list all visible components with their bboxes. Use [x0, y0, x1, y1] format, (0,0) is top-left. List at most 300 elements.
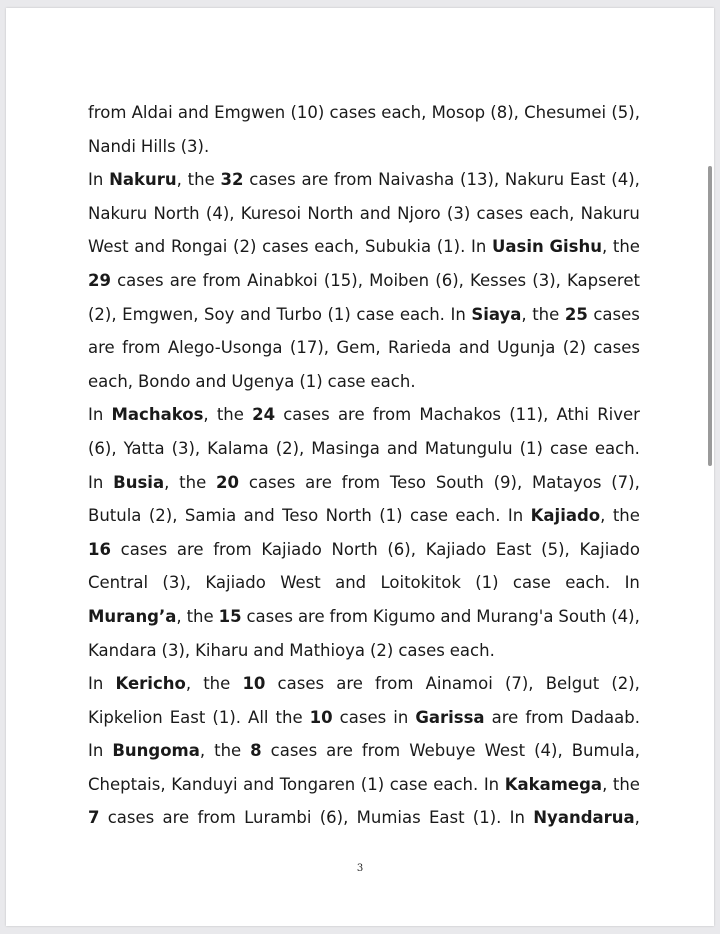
word-text: and — [243, 774, 275, 794]
word — [432, 96, 486, 130]
bold-word: Garissa — [415, 707, 485, 727]
word-text: from — [341, 472, 381, 492]
word-text: each. — [594, 438, 640, 458]
word-text: Belgut — [545, 674, 600, 694]
word — [242, 667, 265, 701]
word — [88, 230, 129, 264]
word — [231, 365, 294, 399]
word-text: In — [507, 506, 524, 526]
word-text: In — [509, 808, 525, 828]
word-text: Kajiado — [579, 539, 640, 559]
word — [409, 734, 475, 768]
word-text: (7), — [504, 674, 534, 694]
document-body — [88, 96, 640, 835]
word — [122, 331, 160, 365]
word — [373, 398, 411, 432]
word-text: Lurambi — [244, 808, 312, 828]
word-text: Dadaab. — [570, 707, 640, 727]
word — [244, 801, 311, 835]
word-text: and — [386, 438, 418, 458]
word-text: from — [197, 808, 236, 828]
word-text: Kipkelion — [88, 707, 163, 727]
word-text: All — [248, 707, 269, 727]
word-text: Soy — [204, 304, 235, 324]
word — [327, 298, 350, 332]
word-text: Emgwen, — [122, 304, 199, 324]
word-text: Nandi — [88, 136, 136, 156]
word-text: Kuresoi — [240, 203, 302, 223]
word-text: , — [634, 808, 640, 828]
bold-word: Kajiado — [530, 506, 601, 526]
word — [611, 163, 640, 197]
word — [253, 634, 284, 668]
word-text: Kiharu — [195, 640, 249, 660]
word — [212, 701, 241, 735]
word-text: , — [601, 237, 608, 257]
word-text: cases — [398, 640, 445, 660]
word-text: each, — [314, 237, 360, 257]
word — [214, 96, 285, 130]
word-text: (3), — [532, 270, 561, 290]
word — [611, 600, 640, 634]
word-text: Webuye — [409, 741, 476, 761]
word — [221, 163, 244, 197]
word — [415, 701, 484, 735]
bold-word: Uasin — [492, 237, 544, 257]
word — [426, 533, 487, 567]
scrollbar-thumb[interactable] — [708, 166, 712, 466]
word-text: West — [484, 741, 526, 761]
word — [88, 566, 148, 600]
word-text: (1) — [379, 506, 403, 526]
word — [163, 801, 190, 835]
word-text: In — [483, 774, 500, 794]
word — [581, 197, 640, 231]
word-text: are — [337, 405, 365, 425]
word — [113, 466, 169, 500]
word-text: each. — [449, 640, 495, 660]
word — [290, 96, 324, 130]
word — [370, 634, 393, 668]
word — [88, 466, 103, 500]
word-text: Mumias — [356, 808, 421, 828]
word-text: In — [88, 741, 104, 761]
word — [379, 499, 402, 533]
word-text: Rarieda — [388, 338, 452, 358]
word — [88, 801, 99, 835]
word-text: the — [203, 674, 231, 694]
word — [277, 298, 322, 332]
word — [534, 734, 563, 768]
word — [436, 466, 484, 500]
word-text: Chesumei — [524, 103, 607, 122]
word — [168, 331, 283, 365]
word-text: (5), — [541, 539, 570, 559]
word — [388, 331, 451, 365]
word — [171, 230, 227, 264]
word — [513, 566, 551, 600]
word-text: Kapseret — [567, 270, 640, 290]
word-text: from — [202, 270, 242, 290]
word-text: North — [307, 203, 354, 223]
word — [330, 600, 368, 634]
word-text: Kajiado — [261, 539, 322, 559]
word-text: from — [213, 539, 252, 559]
word — [117, 264, 164, 298]
word-text: Teso — [389, 472, 427, 492]
word — [497, 331, 555, 365]
word-text: cases — [283, 405, 330, 425]
word-text: In — [88, 405, 104, 425]
word — [572, 734, 640, 768]
word — [170, 701, 206, 735]
word — [509, 398, 548, 432]
word-text: (13), — [460, 170, 500, 190]
word-text: In — [88, 170, 104, 190]
word-text: (1). — [472, 808, 502, 828]
word-text: , — [176, 170, 182, 190]
word-text: Subukia — [364, 237, 432, 257]
word-text: each, — [529, 203, 575, 223]
word-text: , — [600, 506, 606, 526]
word — [335, 566, 366, 600]
word — [426, 667, 493, 701]
word — [203, 667, 230, 701]
word — [460, 163, 499, 197]
word — [248, 701, 268, 735]
word-text: East — [569, 170, 606, 190]
word — [213, 533, 251, 567]
word — [365, 230, 431, 264]
word — [88, 533, 111, 567]
word — [311, 432, 380, 466]
word — [141, 130, 176, 164]
word — [475, 566, 498, 600]
word — [88, 667, 103, 701]
word — [435, 264, 464, 298]
word-text: Ainabkoi — [247, 270, 318, 290]
word-text: Matungulu — [424, 438, 513, 458]
word-text: are — [326, 741, 353, 761]
word-text: each, — [88, 371, 134, 391]
bold-word: Kericho — [115, 674, 186, 694]
word — [524, 96, 606, 130]
word-text: (8), — [490, 103, 519, 122]
word-text: (1) — [519, 438, 543, 458]
word-text: (3), — [161, 640, 191, 660]
bold-word: 15 — [218, 606, 242, 626]
word — [240, 298, 271, 332]
word — [179, 466, 206, 500]
word — [611, 667, 640, 701]
word-text: Yatta — [123, 438, 165, 458]
word — [550, 432, 588, 466]
word-text: Rongai — [170, 237, 228, 257]
word — [153, 197, 199, 231]
bold-word: 32 — [220, 170, 244, 190]
text-line — [88, 398, 640, 432]
word-text: (10) — [290, 103, 325, 122]
word-text: In — [450, 304, 466, 324]
word — [593, 331, 640, 365]
word-text: are — [169, 270, 197, 290]
word-text: Kandara — [88, 640, 157, 660]
word-text: West — [88, 237, 129, 257]
word-text: cases — [270, 741, 318, 761]
word — [485, 734, 526, 768]
text-line — [88, 734, 640, 768]
word — [429, 801, 465, 835]
word-text: Ugunja — [497, 338, 556, 358]
word — [532, 264, 561, 298]
word-text: the — [179, 472, 207, 492]
word-text: from — [329, 606, 368, 626]
text-line — [88, 230, 640, 264]
word-text: (4), — [205, 203, 235, 223]
word-text: cases — [339, 707, 387, 727]
bold-word: 20 — [216, 472, 240, 492]
word-text: River — [597, 405, 640, 425]
word — [252, 398, 275, 432]
word-text: case — [327, 371, 366, 391]
word-text: cases — [117, 270, 164, 290]
word — [88, 163, 103, 197]
word-text: and — [177, 103, 209, 122]
word-text: (15), — [323, 270, 363, 290]
word — [378, 163, 454, 197]
word — [525, 701, 563, 735]
word — [565, 566, 610, 600]
text-line — [88, 801, 640, 835]
word — [197, 801, 235, 835]
word-text: case — [512, 573, 551, 593]
word-text: (7), — [611, 472, 640, 492]
word — [613, 499, 640, 533]
word — [558, 600, 606, 634]
word — [492, 701, 519, 735]
word — [214, 734, 241, 768]
word — [244, 499, 275, 533]
word — [307, 197, 353, 231]
word-text: from — [375, 674, 414, 694]
word-text: cases — [246, 606, 294, 626]
word-text: North — [325, 506, 372, 526]
word-text: South — [435, 472, 484, 492]
word — [380, 566, 460, 600]
word — [473, 801, 502, 835]
word-text: (6), — [88, 438, 117, 458]
word — [326, 499, 372, 533]
word — [531, 499, 606, 533]
word — [390, 768, 428, 802]
word — [549, 230, 607, 264]
word — [115, 667, 191, 701]
word-text: the — [187, 170, 215, 190]
word — [282, 499, 318, 533]
word-text: and — [134, 237, 166, 257]
word — [340, 701, 387, 735]
bold-word: 7 — [88, 808, 100, 828]
word-text: and — [253, 640, 285, 660]
word — [484, 768, 499, 802]
word — [88, 197, 147, 231]
bold-word: Busia — [113, 472, 165, 492]
text-line — [88, 499, 640, 533]
word — [369, 264, 429, 298]
word — [298, 600, 325, 634]
word — [185, 499, 236, 533]
word-text: the — [186, 606, 214, 626]
word — [132, 96, 173, 130]
word-text: (17), — [289, 338, 330, 358]
word — [305, 466, 332, 500]
word-text: each. — [565, 573, 611, 593]
word-text: are — [176, 539, 204, 559]
word — [310, 701, 333, 735]
word-text: and — [359, 203, 391, 223]
word — [195, 634, 248, 668]
word — [529, 197, 574, 231]
word-text: (1) — [327, 304, 351, 324]
word — [121, 533, 168, 567]
word — [88, 130, 136, 164]
word-text: Tongaren — [279, 774, 356, 794]
word-text: (1). — [436, 237, 466, 257]
word-text: Mosop — [431, 103, 486, 122]
word-text: (2), — [611, 674, 640, 694]
word — [567, 264, 640, 298]
word — [611, 96, 640, 130]
word — [247, 264, 318, 298]
word — [162, 566, 191, 600]
word-text: (1) — [299, 371, 323, 391]
word — [172, 432, 201, 466]
word-text: the — [612, 237, 640, 257]
word-text: (2), — [148, 506, 178, 526]
word-text: , — [185, 674, 192, 694]
word — [280, 566, 321, 600]
word — [477, 197, 524, 231]
word-text: Moiben — [369, 270, 430, 290]
word-text: the — [532, 304, 560, 324]
word — [336, 331, 380, 365]
word-text: , — [176, 606, 182, 626]
word — [362, 734, 400, 768]
word-text: Bumula, — [571, 741, 640, 761]
word — [471, 230, 486, 264]
text-line — [88, 331, 640, 365]
word — [510, 801, 525, 835]
word-text: Nakuru — [88, 203, 148, 223]
word — [138, 365, 190, 399]
word-text: (6), — [319, 808, 349, 828]
word-text: East — [495, 539, 532, 559]
word-text: cases — [277, 674, 325, 694]
word-text: and — [195, 371, 227, 391]
word-text: Aldai — [131, 103, 173, 122]
word — [398, 634, 445, 668]
word — [124, 432, 165, 466]
word — [387, 533, 416, 567]
word-text: Teso — [282, 506, 319, 526]
word — [262, 230, 309, 264]
word — [122, 298, 198, 332]
word — [271, 734, 318, 768]
word-text: from — [122, 338, 161, 358]
text-line — [88, 197, 640, 231]
word — [613, 768, 640, 802]
bold-word: 16 — [88, 539, 111, 559]
word — [188, 163, 215, 197]
word — [450, 634, 495, 668]
word-text: cases — [107, 808, 155, 828]
word — [410, 499, 448, 533]
word-text: cases — [249, 170, 296, 190]
word-text: North — [153, 203, 200, 223]
word-text: are — [336, 674, 363, 694]
text-line — [88, 298, 640, 332]
word-text: , — [521, 304, 527, 324]
word-text: each, — [381, 103, 427, 122]
word-text: and — [440, 606, 472, 626]
word — [593, 298, 640, 332]
word — [326, 734, 353, 768]
word — [440, 600, 471, 634]
word-text: Turbo — [276, 304, 322, 324]
word — [611, 466, 640, 500]
word-text: (3), — [171, 438, 201, 458]
word — [447, 197, 470, 231]
word-text: In — [624, 573, 640, 593]
word-text: East — [428, 808, 465, 828]
word-text: Gem, — [336, 338, 381, 358]
word-text: Ugenya — [231, 371, 295, 391]
scrollbar-track[interactable] — [708, 8, 714, 926]
word — [532, 298, 559, 332]
word — [88, 499, 141, 533]
word-text: the — [612, 506, 640, 526]
bold-word: Bungoma — [112, 741, 200, 761]
word — [373, 600, 436, 634]
word — [505, 768, 608, 802]
word — [299, 365, 322, 399]
word — [250, 734, 261, 768]
word-text: the — [612, 774, 640, 794]
word — [425, 432, 513, 466]
word-text: Samia — [184, 506, 237, 526]
word — [149, 499, 178, 533]
word — [177, 533, 204, 567]
word — [476, 600, 553, 634]
word — [205, 566, 266, 600]
word-text: Murang'a — [476, 606, 554, 626]
text-line — [88, 701, 640, 735]
word — [381, 96, 426, 130]
word-text: cases — [329, 103, 377, 122]
word — [88, 298, 117, 332]
word-text: (3) — [446, 203, 471, 223]
word-text: , — [164, 472, 170, 492]
text-line — [88, 566, 640, 600]
word — [181, 130, 210, 164]
word-text: and — [458, 338, 490, 358]
word — [334, 163, 372, 197]
word-text: Kigumo — [372, 606, 436, 626]
word — [217, 398, 244, 432]
word-text: North — [331, 539, 378, 559]
word — [390, 466, 426, 500]
word-text: Ainamoi — [425, 674, 493, 694]
